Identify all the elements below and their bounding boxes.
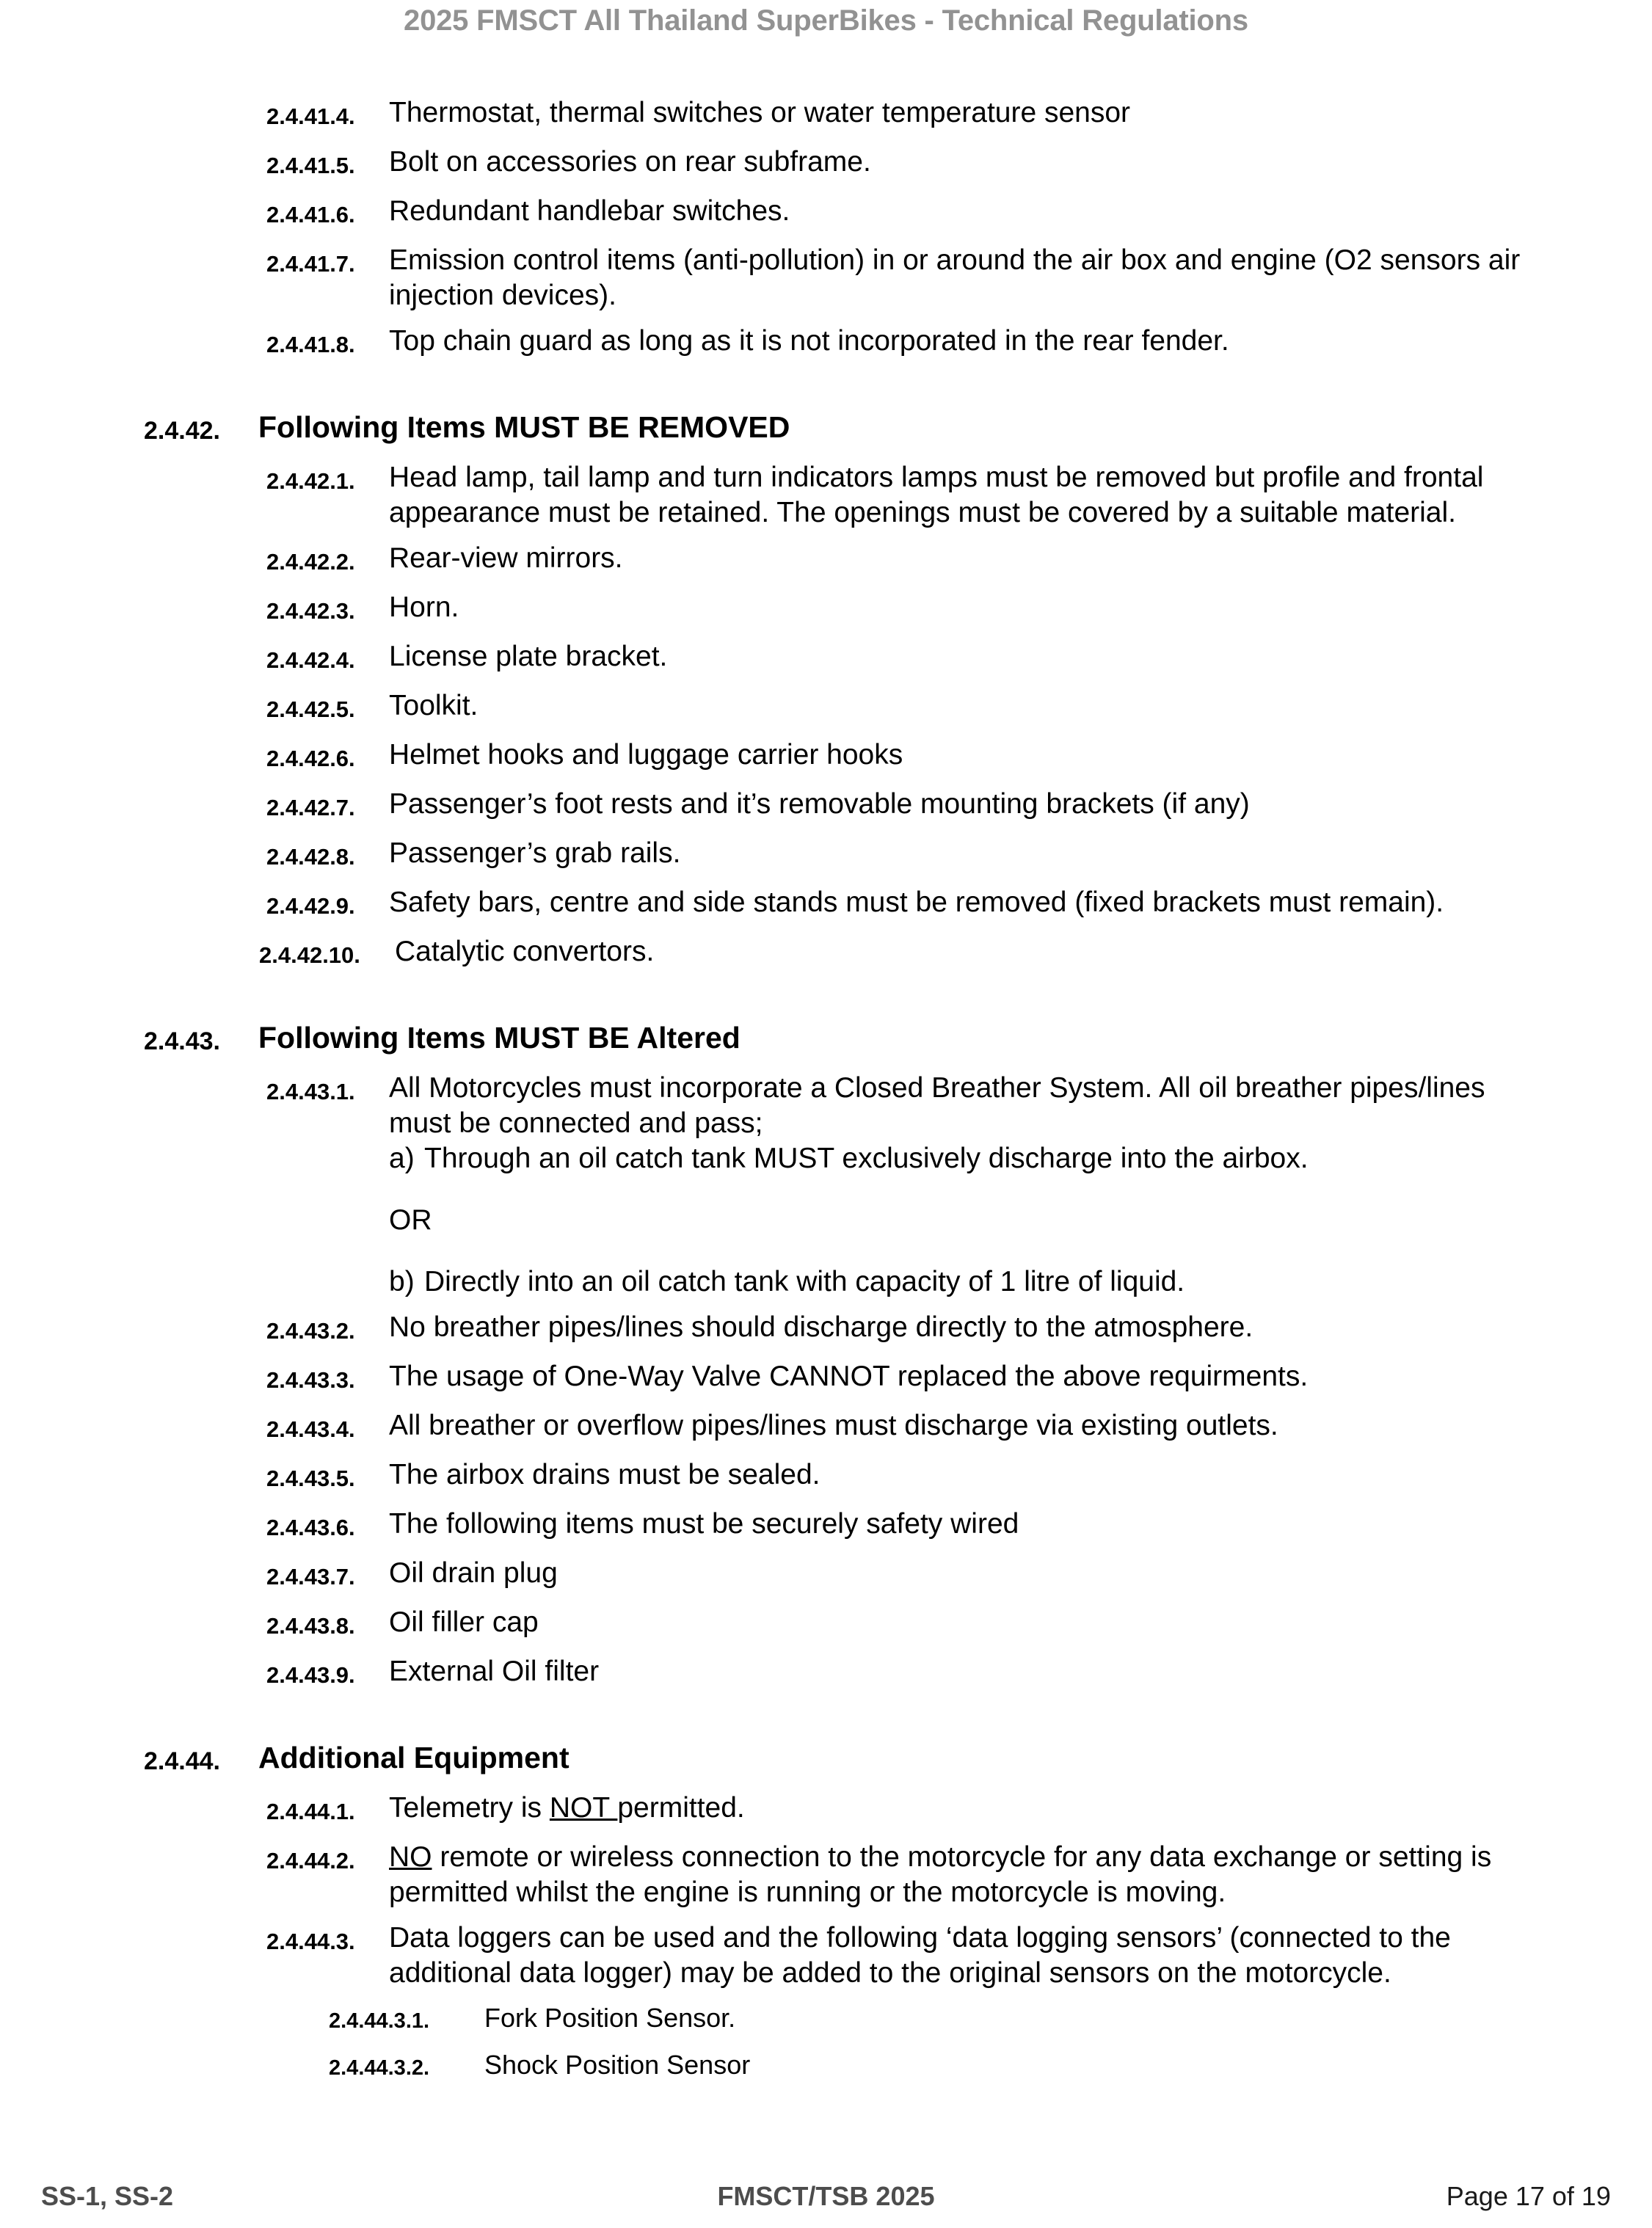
spacer <box>0 1644 1652 1654</box>
spacer <box>0 1300 1652 1310</box>
item-text: The airbox drains must be sealed. <box>389 1459 820 1490</box>
spacer <box>0 1349 1652 1359</box>
item-number: 2.4.43.3. <box>266 1367 355 1393</box>
item-text: All breather or overflow pipes/lines must discharge via existing outlets. <box>389 1410 1278 1441</box>
item-number: 2.4.41.6. <box>266 202 355 227</box>
footer-page-number: Page 17 of 19 <box>1446 2181 1611 2211</box>
item-text: Passenger’s grab rails. <box>389 837 681 869</box>
spacer <box>0 580 1652 590</box>
item-number: 2.4.43.5. <box>266 1466 355 1491</box>
text-prefix: Telemetry is <box>389 1792 550 1824</box>
item-number: 2.4.43.8. <box>266 1613 355 1639</box>
spacer <box>0 531 1652 541</box>
spacer <box>0 973 1652 1019</box>
spacer <box>0 313 1652 324</box>
spacer <box>0 727 1652 738</box>
document-footer <box>41 2181 1611 2212</box>
section-2-4-41-items <box>0 95 1652 363</box>
list-item <box>266 95 1549 134</box>
item-number: 2.4.44.2. <box>266 1848 355 1874</box>
list-item <box>266 1605 1549 1644</box>
list-item <box>266 1457 1549 1496</box>
item-number: 2.4.41.8. <box>266 332 355 357</box>
spacer <box>0 678 1652 688</box>
item-number: 2.4.43.9. <box>266 1662 355 1688</box>
spacer <box>0 1176 1652 1203</box>
item-text: Helmet hooks and luggage carrier hooks <box>389 739 903 771</box>
spacer <box>0 1447 1652 1457</box>
item-text <box>389 1840 1549 1910</box>
item-text: Passenger’s foot rests and it’s removable mounting brackets (if any) <box>389 788 1250 820</box>
list-item <box>266 145 1549 183</box>
section-heading-2-4-43 <box>144 1019 1652 1060</box>
list-item <box>266 243 1549 313</box>
section-2-4-44-items <box>0 1791 1652 2085</box>
list-item <box>266 885 1549 924</box>
item-number: 2.4.41.7. <box>266 251 355 277</box>
item-number: 2.4.43.4. <box>266 1416 355 1442</box>
item-number: 2.4.44.3.2. <box>329 2056 430 2080</box>
item-number: 2.4.42.7. <box>266 795 355 820</box>
section-title: Following Items MUST BE Altered <box>258 1021 741 1055</box>
section-number: 2.4.43. <box>144 1027 220 1055</box>
item-number: 2.4.44.3.1. <box>329 2009 430 2033</box>
list-item <box>266 324 1549 363</box>
list-item <box>266 1408 1549 1447</box>
item-number: 2.4.42.6. <box>266 746 355 771</box>
item-text: Data loggers can be used and the following ‘data logging sensors’ (connected to the additional data logger) may be added to the original sensors on the motorcycle. <box>389 1922 1451 1989</box>
text-suffix: remote or wireless connection to the motorcycle for any data exchange or setting is permitted whilst the engine is running or the motorcycle is moving. <box>389 1841 1492 1908</box>
item-number: 2.4.41.5. <box>266 153 355 178</box>
section-2-4-43-items <box>0 1071 1652 1693</box>
section-heading-2-4-44 <box>144 1739 1652 1780</box>
footer-class-label: SS-1, SS-2 <box>41 2181 174 2211</box>
document-body <box>0 95 1652 2085</box>
item-text: External Oil filter <box>389 1656 600 1687</box>
section-title: Additional Equipment <box>258 1741 570 1774</box>
list-item <box>266 1556 1549 1595</box>
item-number: 2.4.42.5. <box>266 696 355 722</box>
footer-organization: FMSCT/TSB 2025 <box>717 2181 935 2211</box>
list-item <box>266 639 1549 678</box>
item-text: Catalytic convertors. <box>395 936 655 967</box>
item-text: The following items must be securely safety wired <box>389 1508 1019 1540</box>
item-number: 2.4.43.7. <box>266 1564 355 1590</box>
list-item <box>266 1310 1549 1349</box>
spacer <box>0 1546 1652 1556</box>
list-item <box>329 2048 1549 2085</box>
item-text: Oil drain plug <box>389 1557 558 1589</box>
spacer <box>0 1398 1652 1408</box>
underlined-emphasis: NO <box>389 1841 432 1873</box>
item-number: 2.4.42.10. <box>259 942 360 968</box>
spacer <box>0 183 1652 194</box>
item-text: The usage of One-Way Valve CANNOT replaced the above requirments. <box>389 1361 1309 1392</box>
section-number: 2.4.44. <box>144 1747 220 1775</box>
item-text: Shock Position Sensor <box>484 2050 751 2080</box>
list-item <box>266 460 1549 531</box>
list-item <box>266 1507 1549 1546</box>
spacer <box>0 629 1652 639</box>
section-heading-2-4-42 <box>144 408 1652 450</box>
item-number: 2.4.43.1. <box>266 1079 355 1104</box>
item-text: Bolt on accessories on rear subframe. <box>389 146 871 178</box>
list-item <box>266 1791 1549 1830</box>
spacer <box>0 1496 1652 1507</box>
spacer <box>0 1830 1652 1840</box>
spacer <box>0 363 1652 408</box>
item-text: Safety bars, centre and side stands must be removed (fixed brackets must remain). <box>389 887 1444 918</box>
item-text: Redundant handlebar switches. <box>389 195 790 227</box>
item-text <box>389 1791 1549 1826</box>
spacer <box>0 1780 1652 1791</box>
item-number: 2.4.43.6. <box>266 1515 355 1540</box>
list-item <box>266 787 1549 826</box>
item-text: Rear-view mirrors. <box>389 542 623 574</box>
item-text: All Motorcycles must incorporate a Closed Breather System. All oil breather pipes/lines must be connected and pass; <box>389 1072 1485 1139</box>
spacer <box>0 134 1652 145</box>
spacer <box>0 450 1652 460</box>
item-number: 2.4.44.3. <box>266 1929 355 1954</box>
spacer <box>0 2038 1652 2048</box>
list-item <box>266 1359 1549 1398</box>
spacer <box>0 1595 1652 1605</box>
underlined-emphasis: NOT <box>549 1792 618 1824</box>
list-item <box>266 1654 1549 1693</box>
item-number: 2.4.42.3. <box>266 598 355 624</box>
spacer <box>0 1060 1652 1071</box>
document-header-title: 2025 FMSCT All Thailand SuperBikes - Technical Regulations <box>404 4 1248 37</box>
sub-item-text: Through an oil catch tank MUST exclusively discharge into the airbox. <box>424 1143 1309 1174</box>
spacer <box>0 1910 1652 1921</box>
lettered-sub-item-a <box>389 1141 1549 1176</box>
spacer <box>0 1693 1652 1739</box>
list-item <box>266 1921 1549 1991</box>
spacer <box>0 924 1652 934</box>
item-text: Fork Position Sensor. <box>484 2003 736 2033</box>
list-item <box>266 590 1549 629</box>
item-text: Head lamp, tail lamp and turn indicators lamps must be removed but profile and frontal appearance must be retained. The openings must be covered by a suitable material. <box>389 462 1484 528</box>
spacer <box>0 1991 1652 2001</box>
section-title: Following Items MUST BE REMOVED <box>258 410 790 444</box>
item-text: Top chain guard as long as it is not incorporated in the rear fender. <box>389 325 1229 357</box>
spacer <box>0 233 1652 243</box>
list-item <box>266 194 1549 233</box>
item-text: Horn. <box>389 591 459 623</box>
item-text: Emission control items (anti-pollution) in or around the air box and engine (O2 sensors air injection devices). <box>389 244 1521 311</box>
list-item <box>266 1071 1549 1141</box>
sub-item-text: Directly into an oil catch tank with capacity of 1 litre of liquid. <box>424 1266 1185 1297</box>
item-number: 2.4.43.2. <box>266 1318 355 1344</box>
sub-item-marker: a) <box>389 1143 415 1174</box>
item-text: Oil filler cap <box>389 1606 539 1638</box>
item-text: No breather pipes/lines should discharge directly to the atmosphere. <box>389 1311 1253 1343</box>
sub-item-marker: b) <box>389 1266 415 1297</box>
text-suffix: permitted. <box>617 1792 745 1824</box>
list-item <box>266 836 1549 875</box>
item-text: License plate bracket. <box>389 641 668 672</box>
item-text: Thermostat, thermal switches or water temperature sensor <box>389 97 1131 128</box>
item-number: 2.4.42.8. <box>266 844 355 870</box>
spacer <box>0 826 1652 836</box>
section-number: 2.4.42. <box>144 417 220 445</box>
list-item <box>259 934 1549 973</box>
item-text: Toolkit. <box>389 690 479 721</box>
list-item <box>266 1840 1549 1910</box>
spacer <box>0 776 1652 787</box>
item-number: 2.4.42.9. <box>266 893 355 919</box>
spacer <box>0 1238 1652 1264</box>
section-2-4-42-items <box>0 460 1652 973</box>
or-separator: OR <box>389 1204 432 1236</box>
spacer <box>0 875 1652 885</box>
list-item <box>329 2001 1549 2038</box>
item-number: 2.4.42.4. <box>266 647 355 673</box>
item-number: 2.4.41.4. <box>266 103 355 129</box>
list-item <box>266 688 1549 727</box>
item-number: 2.4.44.1. <box>266 1799 355 1824</box>
list-item <box>266 738 1549 776</box>
lettered-sub-item-b <box>389 1264 1549 1300</box>
item-number: 2.4.42.1. <box>266 468 355 494</box>
list-item <box>266 541 1549 580</box>
item-number: 2.4.42.2. <box>266 549 355 575</box>
